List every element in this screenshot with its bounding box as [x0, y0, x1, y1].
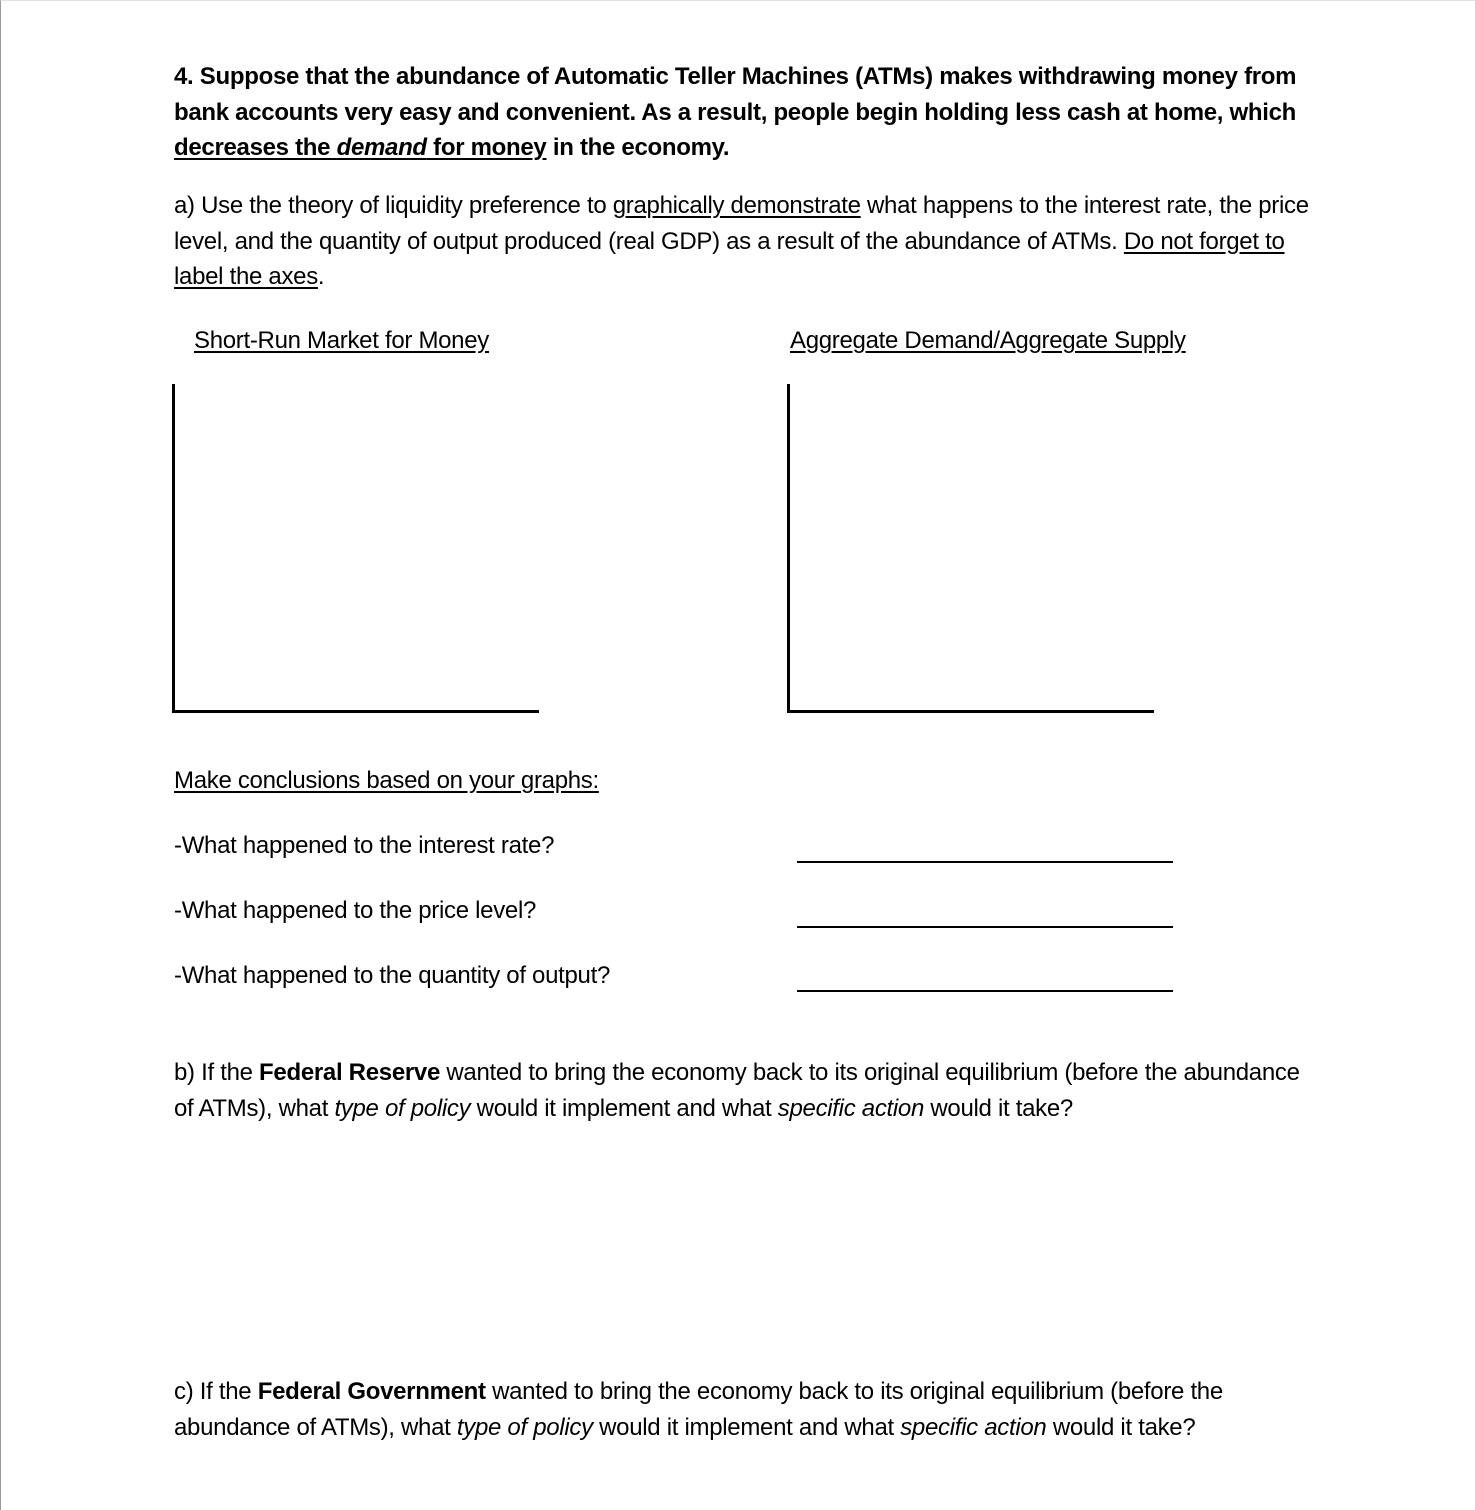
question-number: 4. — [174, 63, 194, 90]
question-4-text: 4. Suppose that the abundance of Automatic Teller Machines (ATMs) makes withdrawing money from bank accounts very easy and convenient. As a result, people begin holding less cash at home, which decreases the demand for money in the economy. — [174, 63, 1297, 161]
part-b-text: b) If the Federal Reserve wanted to bring the economy back to its original equilibrium (before the abundance of ATMs), what type of policy would it implement and what specific action would it take? — [174, 1059, 1300, 1122]
ad-as-y-axis — [787, 384, 790, 713]
price-level-answer-line[interactable] — [797, 926, 1173, 928]
output-answer-line[interactable] — [797, 990, 1173, 992]
graphically-demonstrate-underline: graphically demonstrate — [612, 192, 861, 219]
interest-rate-answer-line[interactable] — [797, 861, 1173, 863]
demand-underline: decreases the demand for money — [174, 134, 547, 161]
price-level-question: -What happened to the price level? — [174, 897, 537, 924]
money-market-graph-title: Short-Run Market for Money — [194, 327, 489, 354]
interest-rate-question: -What happened to the interest rate? — [174, 832, 555, 859]
part-a-text: a) Use the theory of liquidity preference to graphically demonstrate what happens to the interest rate, the price level, and the quantity of output produced (real GDP) as a result of the abundance of ATMs. Do not forget to label the axes. — [174, 192, 1309, 290]
output-question: -What happened to the quantity of output? — [174, 962, 611, 989]
part-c-text: c) If the Federal Government wanted to bring the economy back to its original equilibrium (before the abundance of ATMs), what type of policy would it implement and what specific action would it take? — [174, 1378, 1223, 1441]
label-axes-underline: Do not forget to label the axes — [174, 227, 1285, 290]
conclusions-heading: Make conclusions based on your graphs: — [174, 767, 599, 794]
federal-reserve-bold: Federal Reserve — [259, 1059, 440, 1086]
money-market-y-axis — [172, 384, 175, 713]
federal-government-bold: Federal Government — [257, 1378, 486, 1405]
money-market-x-axis — [172, 710, 539, 713]
ad-as-x-axis — [787, 710, 1154, 713]
ad-as-graph-title: Aggregate Demand/Aggregate Supply — [790, 327, 1186, 354]
